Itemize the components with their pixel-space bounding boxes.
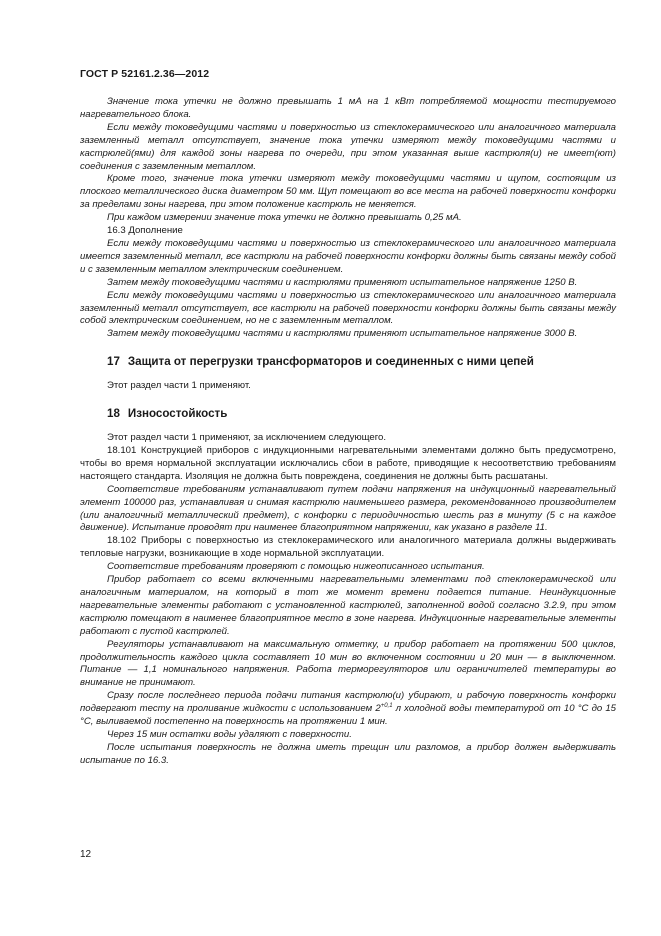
- superscript: +0,1: [380, 703, 393, 710]
- paragraph: Кроме того, значение тока утечки измеряют между токоведущими частями и щупом, состоящим из плоского металлического диска диаметром 50 мм. Щуп помещают во все места на рабочей поверхности конфорки за пределами зоны нагрева, при этом положение кастрюль не меняется.: [80, 173, 616, 211]
- paragraph: Этот раздел части 1 применяют.: [107, 380, 251, 392]
- paragraph: Значение тока утечки не должно превышать 1 мА на 1 кВт потребляемой мощности тестируемого нагревательного блока.: [80, 96, 616, 120]
- page-content: [80, 96, 616, 768]
- paragraph: После испытания поверхность не должна иметь трещин или разломов, а прибор должен выдерживать испытание по 16.3.: [80, 741, 616, 766]
- document-header: ГОСТ Р 52161.2.36—2012: [80, 68, 210, 80]
- section-title: Износостойкость: [127, 407, 228, 421]
- section-number: 18: [107, 407, 120, 421]
- paragraph: Затем между токоведущими частями и кастрюлями применяют испытательное напряжение 3000 В.: [107, 328, 578, 340]
- section-heading-17: [80, 355, 616, 369]
- paragraph: При каждом измерении значение тока утечки не должно превышать 0,25 мА.: [107, 212, 462, 224]
- paragraph: Соответствие требованиям устанавливают путем подачи напряжения на индукционный нагревательный элемент 100000 раз, устанавливая и снимая кастрюлю наименьшего размера, рекомендованного производителем (или аналогичный металлический предмет), с конфорки с периодичностью шесть раз в минуту (5 с на каждое движение). Испытание проводят при наименее благоприятном напряжении, как указано в разделе 11.: [80, 483, 616, 534]
- paragraph: [80, 690, 616, 729]
- paragraph: Этот раздел части 1 применяют, за исключением следующего.: [107, 432, 387, 444]
- paragraph: Регуляторы устанавливают на максимальную отметку, и прибор работает на протяжении 500 циклов, продолжительность каждого цикла составляет 10 мин во включенном состоянии и 20 мин — в выключенном. Питание — 1,1 номинального напряжения. Работа терморегуляторов или ограничителей температуры во внимание не принимают.: [80, 638, 616, 689]
- paragraph: Через 15 мин остатки воды удаляют с поверхности.: [107, 728, 352, 740]
- paragraph: Соответствие требованиям проверяют с помощью нижеописанного испытания.: [107, 561, 485, 573]
- paragraph: Если между токоведущими частями и поверхностью из стеклокерамического или аналогичного материала имеется заземленный металл, все кастрюли на рабочей поверхности конфорки должны быть связаны между собой и с заземленным металлом электрическим соединением.: [80, 237, 616, 275]
- section-number: 17: [107, 355, 120, 369]
- clause-heading: 16.3 Дополнение: [107, 225, 183, 237]
- text-run: л холодной воды температурой от 10 °С до 15 °С, выливаемой постепенно на поверхность на протяжении 1 мин.: [80, 703, 616, 728]
- page-number: 12: [80, 849, 92, 860]
- paragraph: Если между токоведущими частями и поверхностью из стеклокерамического или аналогичного материала заземленный металл отсутствует, значение тока утечки измеряют между токоведущими частями и кастрюлей(ями) для каждой зоны нагрева по очереди, при этом указанная выше кастрюля(и) не имеет(ют) соединения с заземленным металлом.: [80, 121, 616, 172]
- section-title: Защита от перегрузки трансформаторов и соединенных с ними цепей: [127, 355, 534, 369]
- paragraph: Затем между токоведущими частями и кастрюлями применяют испытательное напряжение 1250 В.: [107, 276, 578, 288]
- paragraph: Прибор работает со всеми включенными нагревательными элементами под стеклокерамической или аналогичным материалом, на который в тот же момент времени подается питание. Неиндукционные нагревательные элементы работают с установленной кастрюлей, заполненной водой согласно 3.2.9, при этом кастрюлю помещают в наименее благоприятное место в зоне нагрева. Индукционные нагревательные элементы работают с пустой кастрюлей.: [80, 574, 616, 637]
- section-heading-18: [80, 407, 616, 421]
- paragraph: Если между токоведущими частями и поверхностью из стеклокерамического или аналогичного материала заземленный металл отсутствует, все кастрюли на рабочей поверхности конфорки должны быть связаны между собой электрическим соединением, но не с заземленным металлом.: [80, 289, 616, 327]
- paragraph: 18.102 Приборы с поверхностью из стеклокерамического или аналогичного материала должны выдерживать тепловые нагрузки, возникающие в ходе нормальной эксплуатации.: [80, 535, 616, 560]
- text-run: Сразу после последнего периода подачи питания кастрюлю(и) убирают, и рабочую поверхность конфорки подвергают тесту на проливание жидкости с использованием 2: [80, 690, 616, 715]
- paragraph: 18.101 Конструкцией приборов с индукционными нагревательными элементами должно быть предусмотрено, чтобы во время нормальной эксплуатации исключались сбои в работе, приводящие к несоответствию требованиям настоящего стандарта. Изоляция не должна быть повреждена, соединения не должны быть расшатаны.: [80, 445, 616, 482]
